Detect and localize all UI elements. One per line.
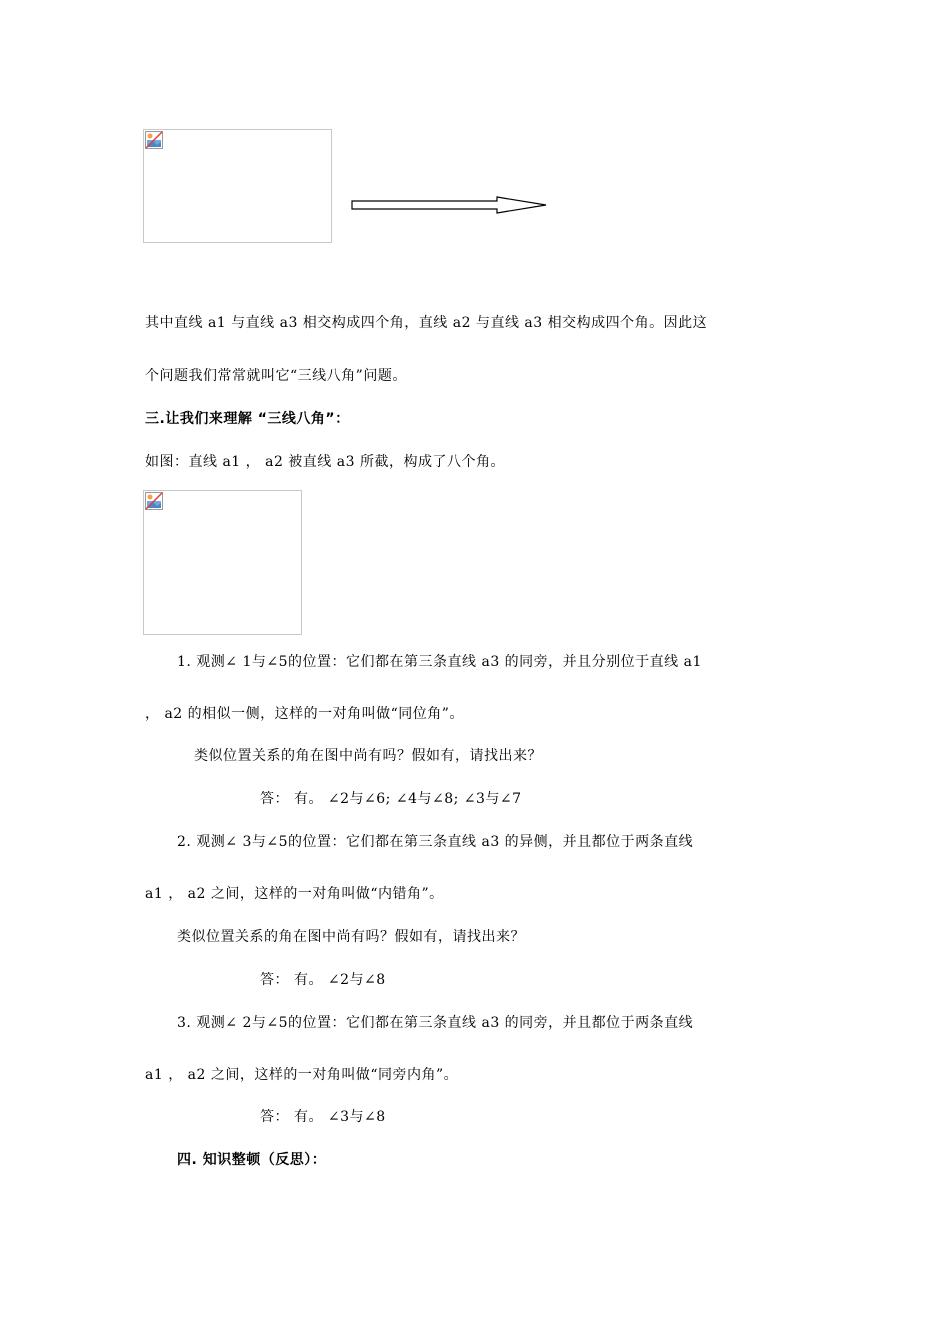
- item-2-line-1: 2. 观测∠ 3与∠5的位置：它们都在第三条直线 a3 的异侧，并且都位于两条直线: [177, 834, 694, 850]
- section-heading: 四. 知识整顿（反思）：: [177, 1152, 327, 1168]
- figure-2-image: [143, 490, 302, 635]
- item-1-line-1: 1. 观测∠ 1与∠5的位置：它们都在第三条直线 a3 的同旁，并且分别位于直线 a1: [177, 654, 702, 670]
- intro-line: 如图：直线 a1 ， a2 被直线 a3 所截，构成了八个角。: [145, 454, 505, 470]
- item-3-line-1: 3. 观测∠ 2与∠5的位置：它们都在第三条直线 a3 的同旁，并且都位于两条直线: [177, 1015, 694, 1031]
- item-2-answer: 答： 有。 ∠2与∠8: [260, 972, 386, 988]
- paragraph-line: 其中直线 a1 与直线 a3 相交构成四个角，直线 a2 与直线 a3 相交构成四个角。因此这: [145, 315, 708, 331]
- section-heading: 三.让我们来理解 “三线八角”：: [145, 411, 350, 427]
- broken-image-icon: [145, 492, 163, 510]
- paragraph-line: 个问题我们常常就叫它“三线八角”问题。: [145, 368, 407, 384]
- item-1-question: 类似位置关系的角在图中尚有吗？假如有，请找出来？: [194, 748, 542, 764]
- broken-image-icon: [145, 131, 163, 149]
- item-2-line-2: a1 ， a2 之间，这样的一对角叫做“内错角”。: [145, 886, 444, 902]
- item-1-line-2: ， a2 的相似一侧，这样的一对角叫做“同位角”。: [145, 706, 464, 722]
- right-arrow-icon: [351, 196, 549, 214]
- item-1-answer: 答： 有。 ∠2与∠6; ∠4与∠8; ∠3与∠7: [260, 791, 522, 807]
- item-3-answer: 答： 有。 ∠3与∠8: [260, 1109, 386, 1125]
- item-2-question: 类似位置关系的角在图中尚有吗？假如有，请找出来？: [177, 929, 525, 945]
- figure-1-image: [143, 129, 332, 243]
- item-3-line-2: a1 ， a2 之间，这样的一对角叫做“同旁内角”。: [145, 1067, 459, 1083]
